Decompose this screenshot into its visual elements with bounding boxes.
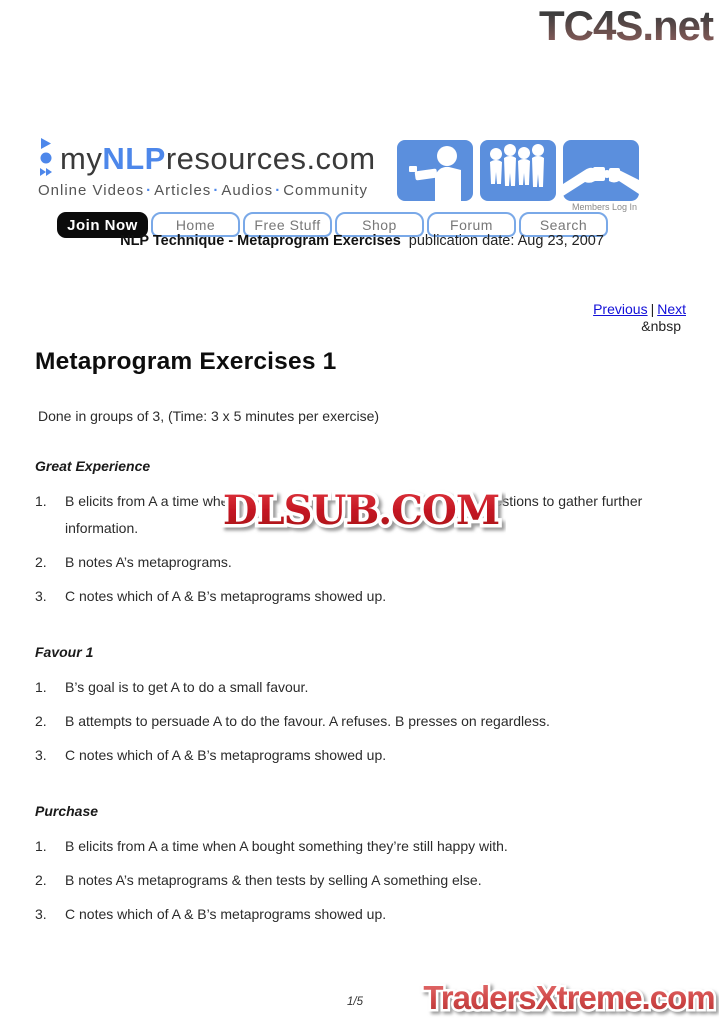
item-number: 2. [35,554,47,570]
people-group-tile [480,140,556,201]
tab-home[interactable]: Home [151,212,240,237]
item-number: 2. [35,872,47,888]
list-item [35,901,685,928]
section-title-purchase: Purchase [35,803,99,819]
nbsp-literal-text: &nbsp [641,318,681,334]
pager-separator: | [650,301,655,317]
logo-nlp: NLP [102,141,166,176]
members-login-link[interactable]: Members Log In [571,202,637,212]
photographer-tile [397,140,473,201]
join-now-button[interactable]: Join Now [57,212,148,238]
document-titlebar [0,233,724,249]
item-text-after-watermark: estions to gather further information. [65,493,643,536]
previous-link[interactable]: Previous [593,301,648,317]
tagline-dot-icon: · [275,182,282,199]
item-text: C notes which of A & B’s metaprograms showed up. [65,747,387,763]
section-title-favour-1: Favour 1 [35,644,94,660]
section-title-great-experience: Great Experience [35,458,151,474]
tab-forum[interactable]: Forum [427,212,516,237]
item-number: 1. [35,838,47,854]
page-number: 1/5 [347,996,363,1008]
site-logo[interactable] [38,138,376,199]
list-item [35,867,685,894]
item-number: 1. [35,679,47,695]
tc4s-watermark-text: TC4S.net [538,2,713,49]
dlsub-watermark-text: DLSUB.COM [222,487,500,534]
tagline-community: Community [283,182,369,199]
item-number: 1. [35,493,47,509]
publication-date: publication date: Aug 23, 2007 [408,233,604,249]
item-number: 3. [35,588,47,604]
dlsub-watermark [216,479,506,546]
photographer-icon [397,140,473,201]
list-item [35,674,685,701]
item-text: C notes which of A & B’s metaprograms showed up. [65,906,387,922]
tagline-online-videos: Online Videos [38,182,145,199]
puzzle-hands-icon [563,140,639,201]
tagline-dot-icon: · [146,182,153,199]
item-number: 3. [35,747,47,763]
list-item [35,833,685,860]
item-text: B attempts to persuade A to do the favour. A refuses. B presses on regardless. [65,713,550,729]
tradersxtreme-watermark [419,973,719,1024]
logo-my: my [60,141,103,176]
site-tagline [38,182,376,199]
tab-shop[interactable]: Shop [335,212,424,237]
tagline-articles: Articles [154,182,212,199]
logo-resources: resources.com [165,141,376,176]
tab-free-stuff[interactable]: Free Stuff [243,212,332,237]
list-item [35,708,685,735]
next-link[interactable]: Next [657,301,686,317]
document-title: NLP Technique - Metaprogram Exercises [120,233,401,249]
pager [593,301,686,317]
item-text: B’s goal is to get A to do a small favour. [65,679,309,695]
tc4s-watermark [501,0,716,55]
item-text-before-watermark: B elicits from A a time whe [65,493,229,509]
list-item [35,583,685,610]
puzzle-hands-tile [563,140,639,201]
item-number: 3. [35,906,47,922]
article-body [35,348,685,935]
item-text: B notes A’s metaprograms. [65,554,232,570]
list-item [35,742,685,769]
intro-line: Done in groups of 3, (Time: 3 x 5 minutes per exercise) [38,408,380,424]
tradersxtreme-watermark-text: TradersXtreme.com [423,979,715,1016]
list-item [35,549,685,576]
logo-wordmark [60,141,376,177]
item-text: B elicits from A a time when A bought something they’re still happy with. [65,838,508,854]
logo-play-icon [38,138,56,180]
tagline-audios: Audios [221,182,274,199]
header-image-tiles [397,140,639,201]
item-text: C notes which of A & B’s metaprograms showed up. [65,588,387,604]
tagline-dot-icon: · [213,182,220,199]
page-title: Metaprogram Exercises 1 [35,348,337,375]
item-number: 2. [35,713,47,729]
item-text: B notes A’s metaprograms & then tests by selling A something else. [65,872,482,888]
tab-search[interactable]: Search [519,212,608,237]
people-group-icon [480,140,556,201]
